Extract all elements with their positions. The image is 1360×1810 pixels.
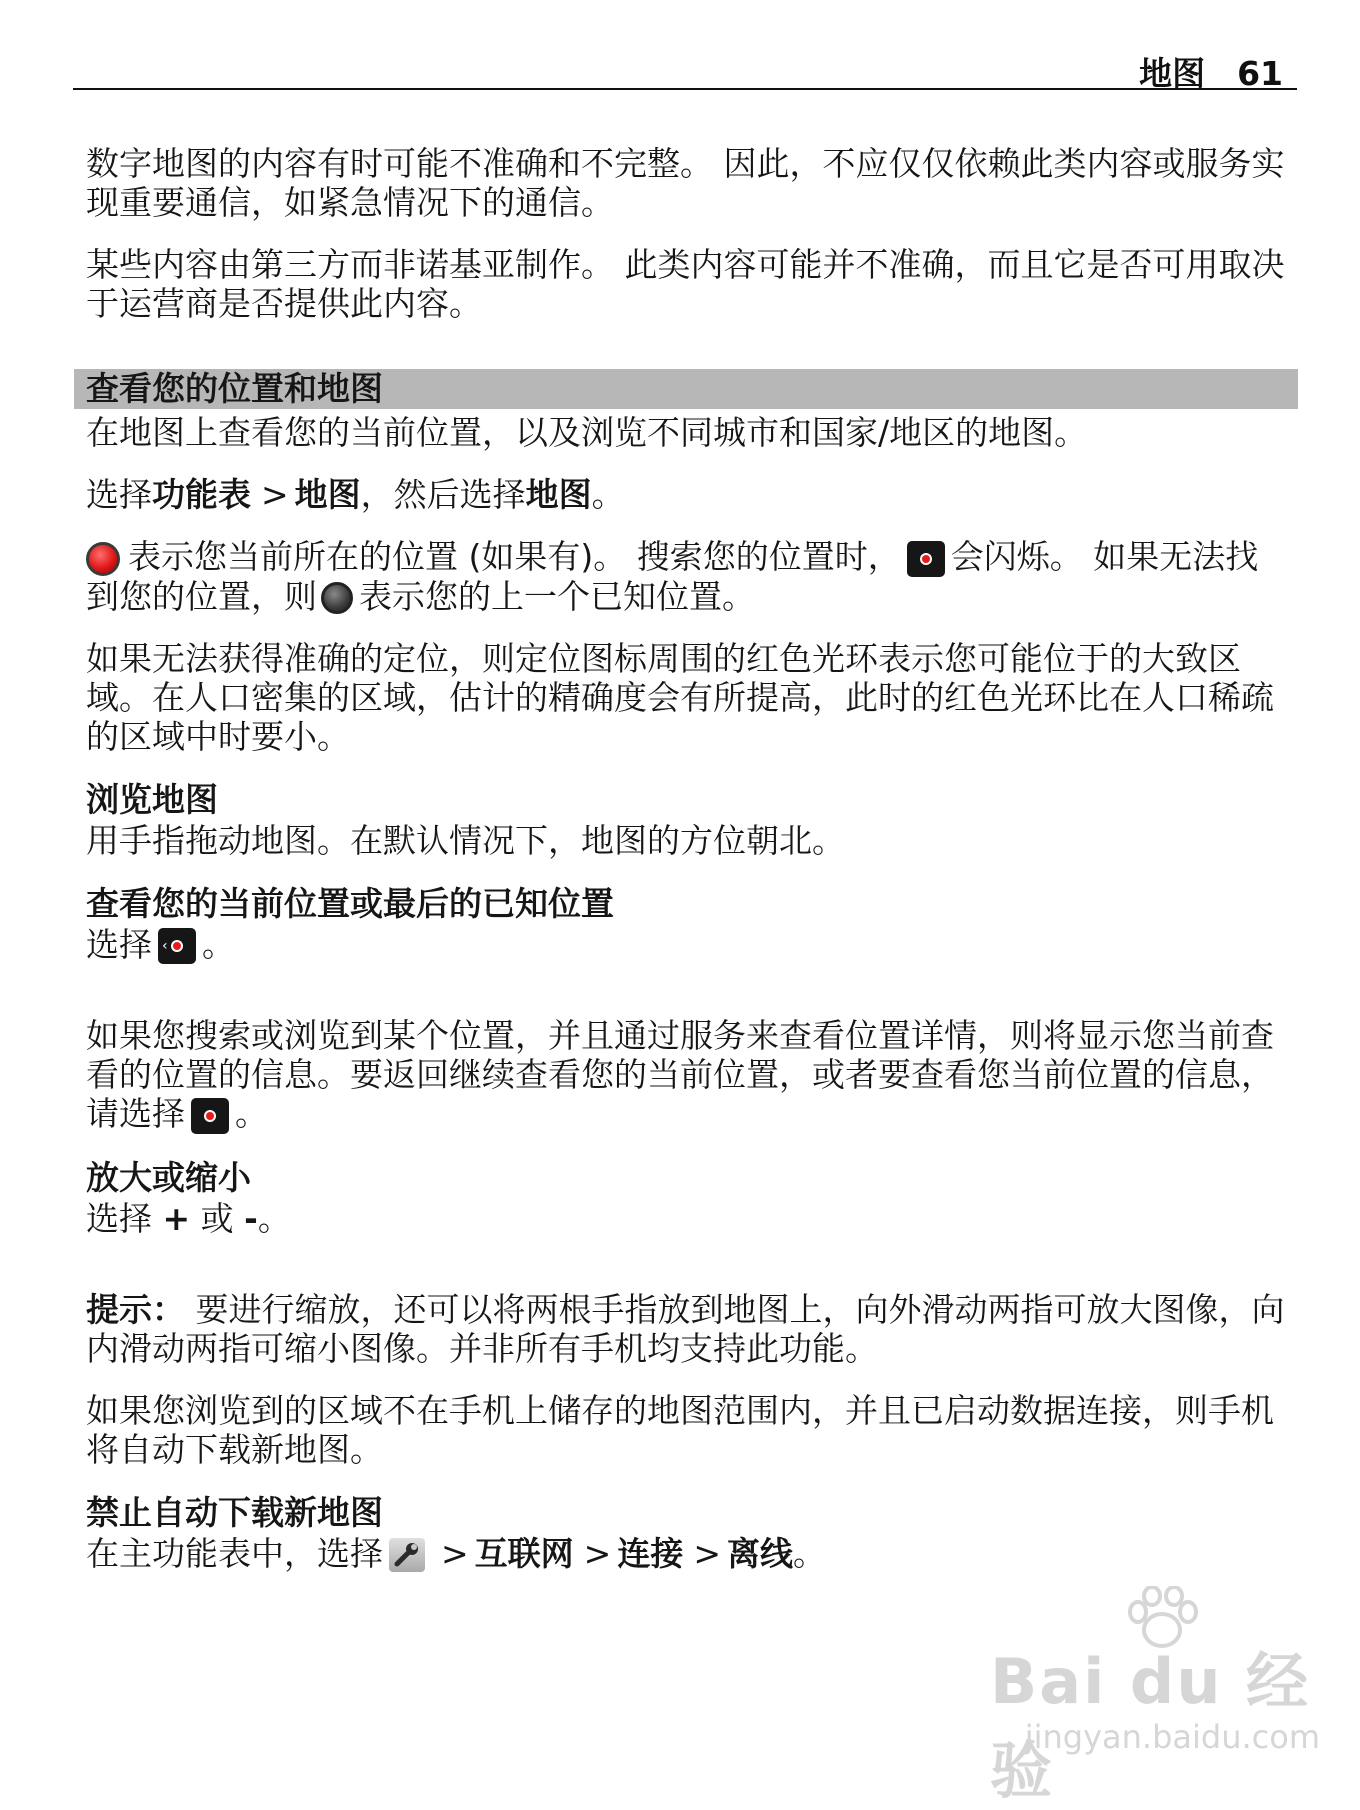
disable-download-instruction: [86, 1534, 1286, 1573]
text-period: 。: [792, 1533, 826, 1573]
page-number: 61: [1237, 54, 1283, 93]
text-select: 选择: [86, 1198, 152, 1238]
text-period: 。: [591, 475, 625, 514]
location-icons-paragraph: [86, 537, 1286, 616]
connection-label: 连接: [617, 1533, 684, 1573]
return-location-text: 如果您搜索或浏览到某个位置，并且通过服务来查看位置详情，则将显示您当前查看的位置的信息。要返回继续查看您的当前位置，或者要查看您当前位置的信息，请选择: [86, 1016, 1274, 1133]
location-text-3: 表示您的上一个已知位置。: [359, 576, 755, 616]
current-location-select: [86, 925, 1286, 965]
locate-button-icon: [191, 1098, 229, 1134]
location-grey-icon: [321, 582, 353, 614]
tip-paragraph: [86, 1290, 1286, 1368]
watermark-url: jingyan.baidu.com: [1024, 1718, 1320, 1756]
baidu-watermark: [990, 1586, 1320, 1807]
zoom-in-label: +: [162, 1198, 191, 1238]
browse-text: 用手指拖动地图。在默认情况下，地图的方位朝北。: [86, 820, 845, 860]
chapter-title: 地图: [1139, 54, 1206, 93]
zoom-heading: 放大或缩小: [86, 1157, 251, 1197]
location-text-1: 表示您当前所在的位置 (如果有)。 搜索您的位置时，: [128, 537, 901, 576]
text-then-select: ，然后选择: [360, 475, 526, 514]
header-title: [1139, 48, 1283, 95]
arrow-separator: >: [693, 1533, 721, 1573]
section-intro: 在地图上查看您的当前位置，以及浏览不同城市和国家/地区的地图。: [86, 413, 1088, 452]
watermark-logo: Bai du 经验: [990, 1645, 1311, 1807]
zoom-out-label: -: [244, 1198, 258, 1238]
arrow-separator: >: [583, 1533, 612, 1573]
disclaimer-paragraph: 数字地图的内容有时可能不准确和不完整。 因此，不应仅仅依赖此类内容或服务实现重要通信，如紧急情况下的通信。: [86, 144, 1285, 222]
arrow-separator: >: [441, 1533, 469, 1573]
current-location-heading: 查看您的当前位置或最后的已知位置: [86, 883, 614, 923]
internet-label: 互联网: [474, 1533, 574, 1573]
location-text-2: 会闪烁。 如果无法找到您的位置，则: [86, 537, 1259, 616]
third-party-paragraph: 某些内容由第三方而非诺基亚制作。 此类内容可能并不准确，而且它是否可用取决于运营商是否提供此内容。: [86, 245, 1285, 323]
arrow-separator: >: [261, 475, 289, 514]
tip-label: 提示：: [86, 1289, 185, 1329]
offline-label: 离线: [726, 1533, 793, 1573]
location-red-icon: [86, 542, 120, 576]
auto-download-paragraph: 如果您浏览到的区域不在手机上储存的地图范围内，并且已启动数据连接，则手机将自动下载新地图。: [86, 1390, 1274, 1469]
text-main-menu-select: 在主功能表中，选择: [86, 1533, 383, 1573]
page-header: [73, 44, 1297, 93]
section-heading: 查看您的位置和地图: [74, 369, 1298, 409]
text-select: 选择: [86, 475, 152, 514]
page-content: [86, 144, 1286, 1596]
text-period: 。: [202, 924, 235, 964]
disable-download-heading: 禁止自动下载新地图: [86, 1492, 383, 1532]
text-period: 。: [235, 1094, 268, 1133]
accuracy-paragraph: 如果无法获得准确的定位，则定位图标周围的红色光环表示您可能位于的大致区域。在人口密集的区域，估计的精确度会有所提高，此时的红色光环比在人口稀疏的区域中时要小。: [86, 638, 1274, 756]
text-period: 。: [257, 1198, 291, 1238]
locate-button-icon: [907, 541, 945, 577]
maps-label-2: 地图: [525, 475, 592, 514]
browse-heading: 浏览地图: [86, 779, 218, 819]
text-or: 或: [200, 1198, 234, 1238]
wrench-icon: [389, 1538, 425, 1572]
locate-back-button-icon: ‹: [158, 928, 196, 964]
select-maps-instruction: [86, 475, 1286, 514]
maps-label: 地图: [294, 475, 361, 514]
return-location-paragraph: [86, 1016, 1286, 1134]
text-select: 选择: [86, 924, 152, 964]
menu-label: 功能表: [152, 475, 251, 514]
tip-text: 要进行缩放，还可以将两根手指放到地图上，向外滑动两指可放大图像，向内滑动两指可缩小图像。并非所有手机均支持此功能。: [86, 1289, 1285, 1368]
zoom-instruction: [86, 1199, 1286, 1238]
